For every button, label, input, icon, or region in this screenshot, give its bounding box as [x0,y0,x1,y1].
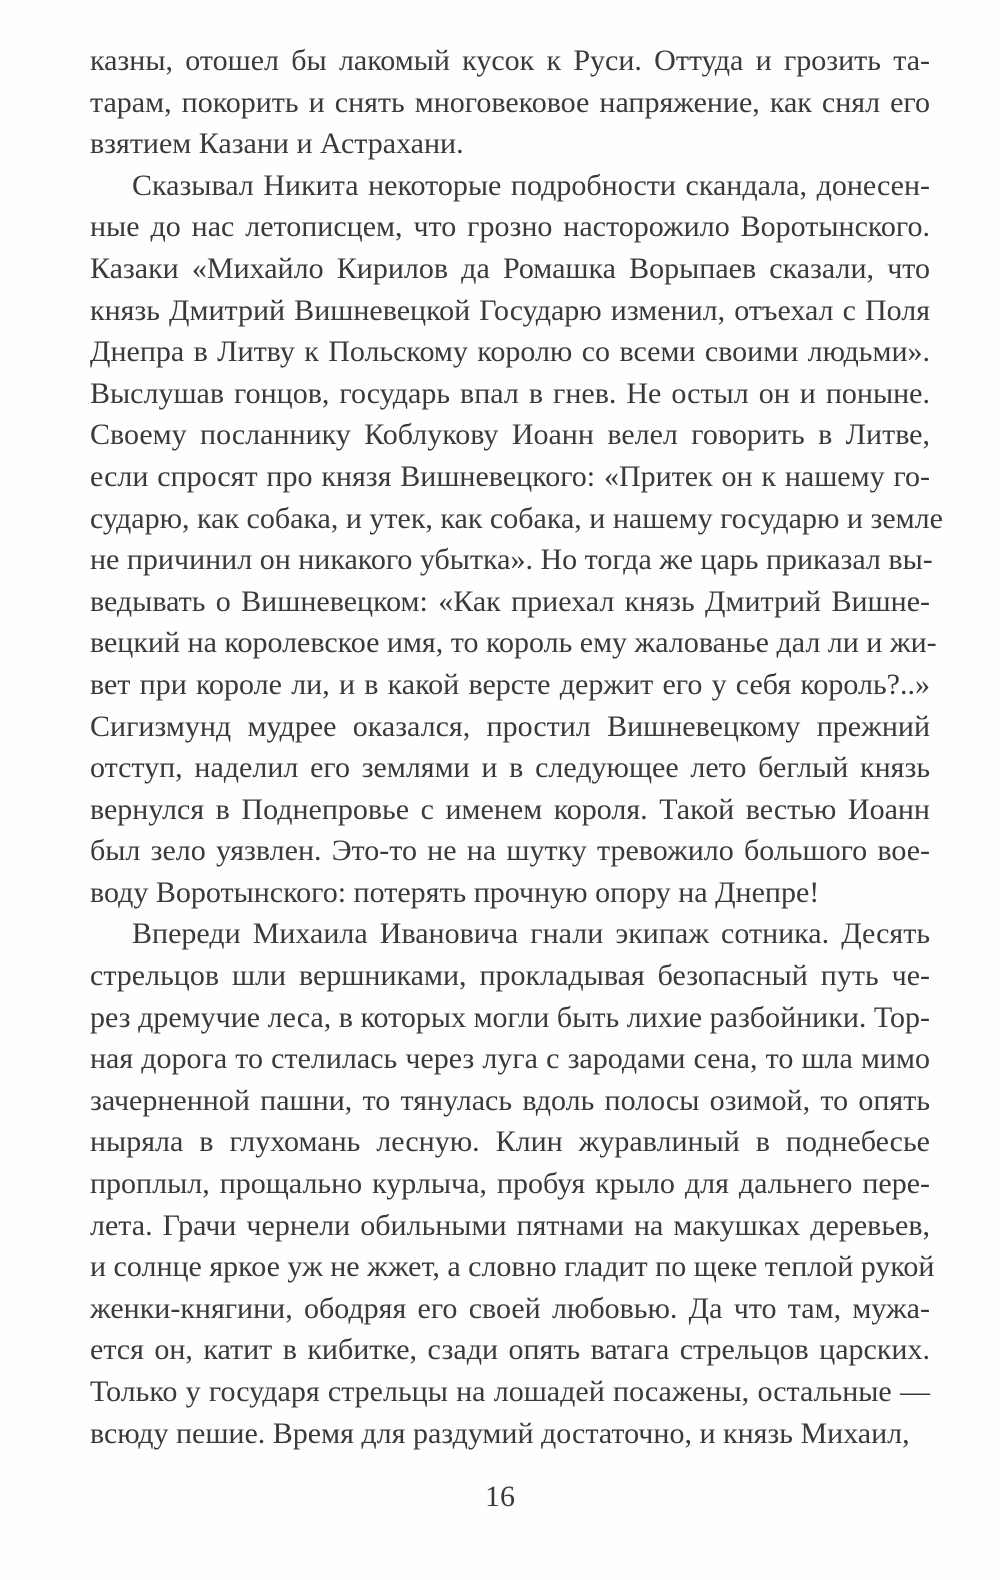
text-line: вернулся в Поднепровье с именем короля. Такой вестью Иоанн [90,792,930,826]
text-line: Днепра в Литву к Польскому королю со всеми своими людьми». [90,335,930,369]
text-line: был зело уязвлен. Это-то не на шутку тревожило большого вое- [90,834,930,868]
text-line: воду Воротынского: потерять прочную опору на Днепре! [90,875,820,909]
text-line: ные до нас летописцем, что грозно насторожило Воротынского. [90,210,930,244]
text-line: тарам, покорить и снять многовековое напряжение, как снял его [90,85,930,119]
text-line: взятием Казани и Астрахани. [90,127,464,161]
text-line: Сказывал Никита некоторые подробности скандала, донесен- [132,168,930,202]
text-line: Впереди Михаила Ивановича гнали экипаж сотника. Десять [132,917,930,951]
page-number: 16 [485,1480,515,1513]
text-line: Своему посланнику Коблукову Иоанн велел говорить в Литве, [90,418,930,452]
paragraph [90,40,930,165]
text-line: Сигизмунд мудрее оказался, простил Вишневецкому прежний [90,709,930,743]
text-line: и солнце яркое уж не жжет, а словно гладит по щеке теплой рукой [90,1250,935,1284]
text-line: ная дорога то стелилась через луга с зародами сена, то шла мимо [90,1042,930,1076]
text-line: вецкий на королевское имя, то король ему жалованье дал ли и жи- [90,626,937,660]
text-line: казны, отошел бы лакомый кусок к Руси. Оттуда и грозить та- [90,44,930,77]
text-line: рез дремучие леса, в которых могли быть лихие разбойники. Тор- [90,1000,930,1034]
paragraph [90,165,943,914]
body-text [90,40,943,1454]
text-line: Только у государя стрельцы на лошадей посажены, остальные — [90,1375,930,1408]
text-line: женки-княгини, ободряя его своей любовью. Да что там, мужа- [90,1291,930,1325]
text-line: ведывать о Вишневецком: «Как приехал князь Дмитрий Вишне- [90,584,930,618]
text-line: князь Дмитрий Вишневецкой Государю изменил, отъехал с Поля [90,293,930,327]
text-line: стрельцов шли вершниками, прокладывая безопасный путь че- [90,959,930,993]
text-line: лета. Грачи чернели обильными пятнами на макушках деревьев, [90,1208,930,1242]
text-line: вет при короле ли, и в какой версте держит его у себя король?..» [90,667,930,701]
text-line: Казаки «Михайло Кирилов да Ромашка Ворыпаев сказали, что [90,251,930,285]
text-line: проплыл, прощально курлыча, пробуя крыло для дальнего пере- [90,1167,930,1201]
text-line: если спросят про князя Вишневецкого: «Притек он к нашему го- [90,459,930,493]
paragraph [90,913,935,1454]
text-line: зачерненной пашни, то тянулась вдоль полосы озимой, то опять [90,1083,930,1117]
text-line: ется он, катит в кибитке, сзади опять ватага стрельцов царских. [90,1333,930,1367]
text-line: отступ, наделил его землями и в следующее лето беглый князь [90,751,930,785]
text-line: сударю, как собака, и утек, как собака, и нашему государю и земле [90,501,943,535]
text-line: ныряла в глухомань лесную. Клин журавлиный в поднебесье [90,1125,930,1159]
text-line: всюду пешие. Время для раздумий достаточно, и князь Михаил, [90,1416,910,1450]
text-line: не причинил он никакого убытка». Но тогда же царь приказал вы- [90,543,933,577]
text-line: Выслушав гонцов, государь впал в гнев. Не остыл он и поныне. [90,376,930,410]
